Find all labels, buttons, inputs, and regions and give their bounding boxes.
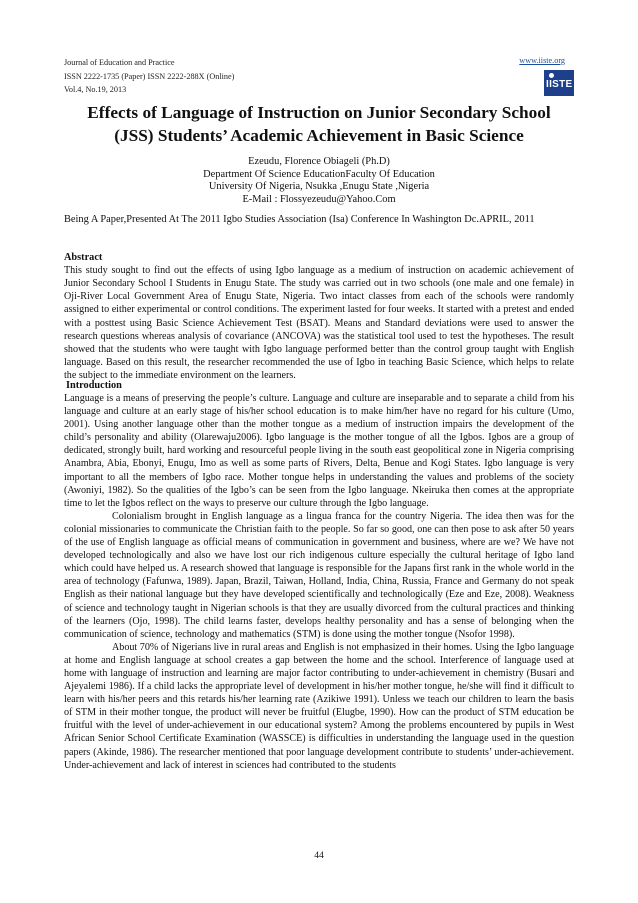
abstract-text: This study sought to find out the effects of using Igbo language as a medium of instruction on academic achievement of Junior Secondary School I Students in Enugu State. The study was carried out in two schools (one male and one female) in Oji-River Local Government Area of Enugu State, Nigeria. Two intact classes from each of the schools were randomly assigned to either experimental or control conditions. The experiment lasted for four weeks. It started with a pretest and ended with a posttest using Basic Science Achievement Test (BSAT). Means and Standard deviations were used to answer the research questions whereas analysis of covariance (ANCOVA) was the statistical tool used to test the hypotheses. The result showed that the students who were taught with Igbo language performed better than the control group taught with English language. Based on this result, the researcher recommended the use of Igbo in teaching Basic Science, which helps to relate the subject to the immediate environment on the learners.: [64, 265, 574, 382]
author-name: Ezeudu, Florence Obiageli (Ph.D): [248, 156, 390, 167]
paper-title: [64, 101, 574, 147]
logo-dot-icon: [549, 73, 554, 78]
journal-volume: Vol.4, No.19, 2013: [64, 85, 127, 94]
author-block: [64, 156, 574, 206]
author-email: E-Mail : Flossyezeudu@Yahoo.Com: [242, 193, 396, 205]
journal-issn: ISSN 2222-1735 (Paper) ISSN 2222-288X (Online): [64, 71, 235, 81]
introduction-body: [64, 392, 574, 772]
page-number: 44: [314, 850, 324, 861]
intro-paragraph-3: About 70% of Nigerians live in rural areas and English is not emphasized in their homes. Using the Igbo language at home and English language at school creates a gap between the home and the school. Interference of language used at home with language of instruction and learning are major factor contributing to under-achievement in chemistry (Busari and Ajeyalemi 1986). If a child lacks the appropriate level of development in his/her mother tongue, he/she will find it difficult to learn with his/her peers and this retards his/her learning rate (Azikiwe 1991). Unless we teach our children to learn the basis of STM in their mother tongue, the product will never be fruitful (Elugbe, 1990). How can the product of STM education be fruitful with the level of under-achievement in our educational system? Among the problems encountered by pupils in West African Senior School Certificate Examination (WASSCE) is difficulties in understanding the language used in the question papers (Akinde, 1986). The researcher mentioned that poor language development contribute to students’ under-achievement. Under-achievement and lack of interest in sciences had contributed to the students: [64, 641, 574, 771]
intro-paragraph-1: Language is a means of preserving the people’s culture. Language and culture are inseparable and to separate a child from his language and culture at an early stage of his/her school education is to make him/her have no regard for his culture (Umo, 2001). Using another language other than the mother tongue as a medium of instruction impairs the development of the child’s personality and ability (Olarewaju2006). Igbo language is the mother tongue of all the Igbos. Igbos are a group of dedicated, strongly built, hard working and resourceful people living in the south east geopolitical zone in Nigeria comprising Anambra, Abia, Ebonyi, Enugu, Imo as well as some parts of Rivers, Delta, Benue and Kogi States. Igbo language is very important to all the members of Igbo race. Mother tongue helps in understanding the values and problems of the society (Awoniyi, 1982). So the qualities of the Igbo’s can be seen from the Igbo language. Nkeiruka then comes at the appropriate time to let the Igbos reflect on the ways to preserve our culture through the Igbo language.: [64, 393, 574, 509]
introduction-heading: Introduction: [66, 380, 122, 391]
title-line-1: Effects of Language of Instruction on Junior Secondary School: [87, 103, 551, 122]
journal-header: [64, 56, 234, 97]
journal-name: Journal of Education and Practice: [64, 58, 175, 67]
logo-text: IISTE: [546, 79, 573, 90]
iiste-logo: [544, 70, 574, 96]
abstract-heading: Abstract: [64, 252, 103, 263]
author-department: Department Of Science EducationFaculty Of Education: [203, 168, 435, 180]
intro-paragraph-2: Colonialism brought in English language as a lingua franca for the country Nigeria. The idea then was for the colonial missionaries to communicate the Christian faith to the people. So far so good, one can then pose to ask after 50 years of the use of English language as official means of communication in government and business, where are we? We have not developed technologically and also we have lost our rich indigenous culture especially the cultural heritage of Igbo land which could have helped us. A research showed that language is responsible for the Japans first rank in the whole world in the area of technology (Fafunwa, 1989). Japan, Brazil, Taiwan, Holland, India, China, Russia, France and Germany do not speak English as their national language but they have developed scientifically and technologically (Eze and Eze, 2008). Weakness of science and technology taught in Nigerian schools is that they are usually divorced from the cultural practices and thinking of the learners (Ojo, 1998). The child learns faster, develops healthy personality and has a sense of belonging when the communication of science, technology and mathematics (STM) is done using the mother tongue (Nsofor 1998).: [64, 510, 574, 640]
conference-note: Being A Paper,Presented At The 2011 Igbo Studies Association (Isa) Conference In Washington Dc.APRIL, 2011: [64, 214, 535, 225]
journal-url-link[interactable]: www.iiste.org: [519, 56, 565, 65]
author-university: University Of Nigeria, Nsukka ,Enugu State ,Nigeria: [208, 181, 430, 193]
title-line-2: (JSS) Students’ Academic Achievement in Basic Science: [114, 126, 524, 145]
